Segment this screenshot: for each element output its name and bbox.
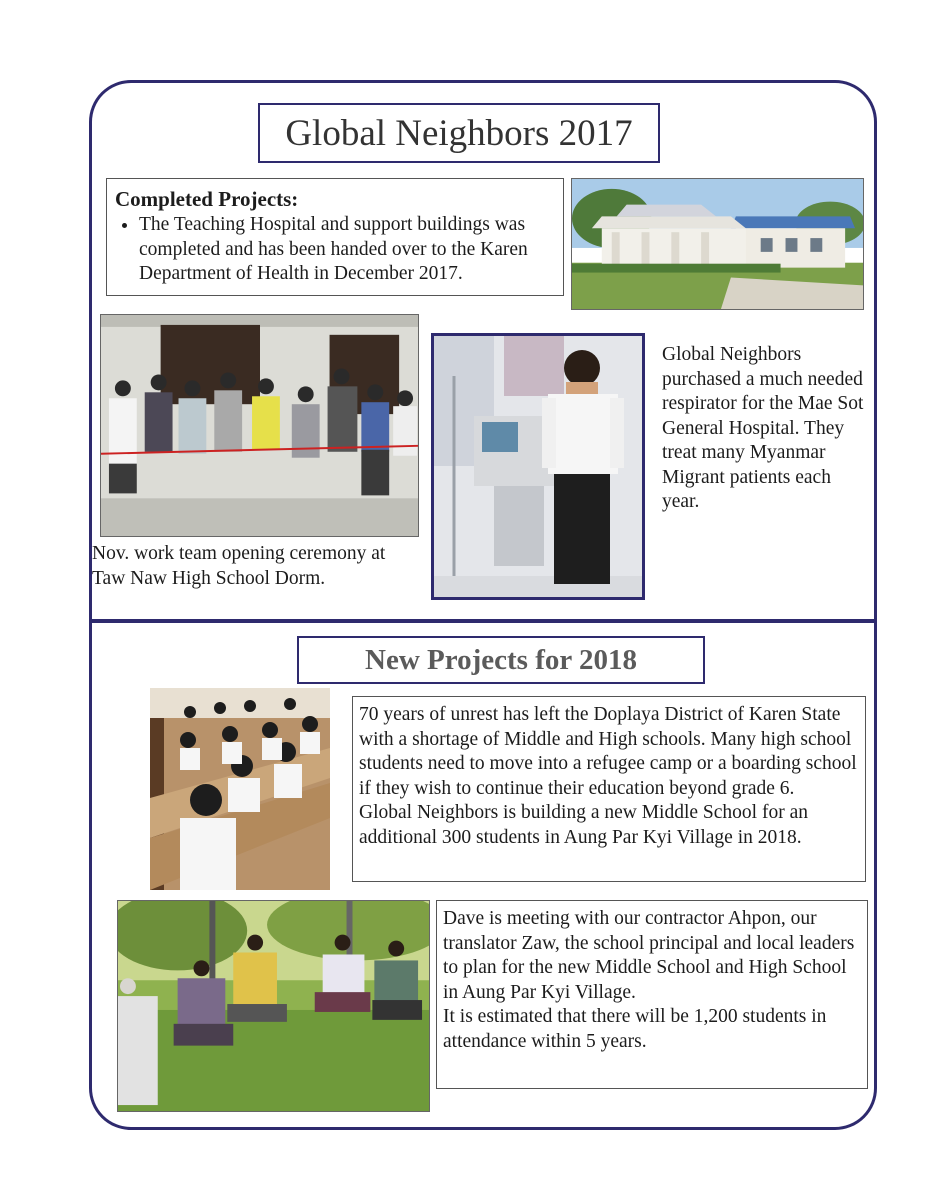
title-2018-text: New Projects for 2018 <box>365 643 637 676</box>
completed-projects-list <box>115 213 555 287</box>
title-2017-text: Global Neighbors 2017 <box>285 112 633 154</box>
work-team-caption: Nov. work team opening ceremony at Taw Naw High School Dorm. <box>92 543 386 589</box>
unrest-paragraph-1: 70 years of unrest has left the Doplaya District of Karen State with a shortage of Middle and High schools. Many high school students need to move into a refugee camp or a boarding school if they wish to continue their education beyond grade 6. <box>359 704 857 799</box>
dave-paragraph-1: Dave is meeting with our contractor Ahpon, our translator Zaw, the school principal and local leaders to plan for the new Middle School and High School in Aung Par Kyi Village. <box>443 908 855 1003</box>
title-2018 <box>297 636 705 684</box>
title-2017 <box>258 103 660 163</box>
completed-project-item: • The Teaching Hospital and support buildings was completed and has been handed over to the Karen Department of Health in December 2017. <box>139 213 555 287</box>
respirator-description: Global Neighbors purchased a much needed respirator for the Mae Sot General Hospital. They treat many Myanmar Migrant patients each year. <box>662 344 864 512</box>
dave-paragraph-2: It is estimated that there will be 1,200 students in attendance within 5 years. <box>443 1006 827 1052</box>
meeting-photo <box>117 900 430 1112</box>
section-divider <box>89 619 877 623</box>
classroom-photo <box>150 688 330 890</box>
respirator-photo <box>431 333 645 600</box>
unrest-paragraph-2: Global Neighbors is building a new Middle School for an additional 300 students in Aung Par Kyi Village in 2018. <box>359 802 808 848</box>
completed-projects-box <box>106 178 564 296</box>
teaching-hospital-photo <box>571 178 864 310</box>
dave-meeting-text-box <box>436 900 868 1089</box>
work-team-photo <box>100 314 419 537</box>
completed-projects-heading: Completed Projects: <box>115 187 299 211</box>
unrest-text-box <box>352 696 866 882</box>
